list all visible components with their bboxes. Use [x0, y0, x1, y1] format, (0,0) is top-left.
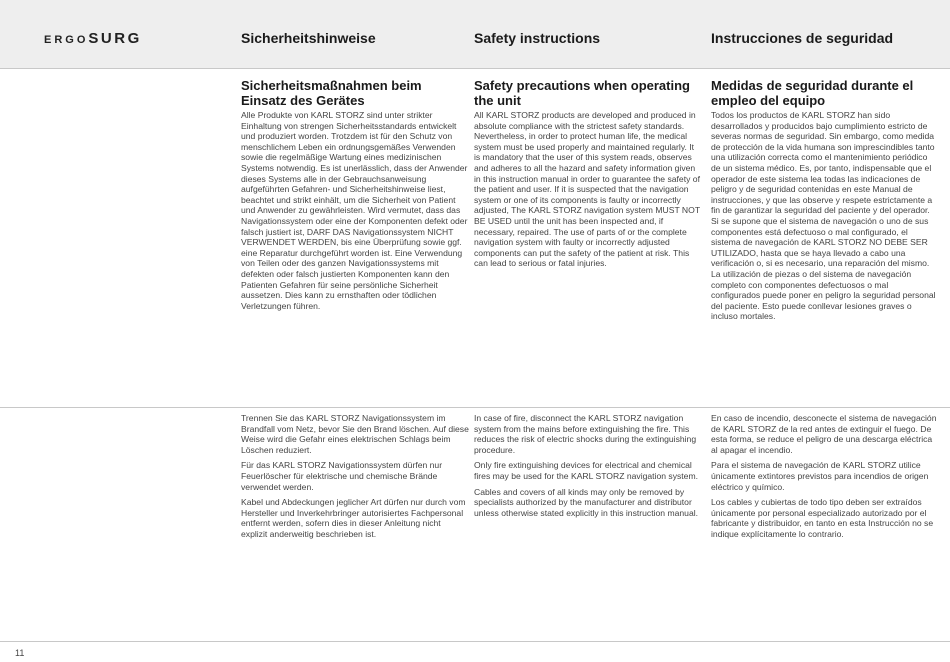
footer-divider	[0, 641, 950, 642]
section1-title-de: Sicherheitsmaßnahmen beim Einsatz des Gerätes	[241, 78, 422, 108]
paragraph: Cables and covers of all kinds may only be removed by specialists authorized by the manufacturer and distributor unless otherwise stated explicitly in this instruction manual.	[474, 486, 699, 518]
page-number: 11	[15, 648, 25, 658]
section1-text-de: Alle Produkte von KARL STORZ sind unter strikter Einhaltung von strengen Sicherheitsstandards entwickelt und produziert worden. Trotzdem ist für den Schutz von menschlichem Leben ein ordnungsgemäßes Verwenden sowie die regelmäßige Wartung eines medizinischen Systems notwendig. Es ist unerlässlich, dass der Anwender dieses Systems alle in der Gebrauchsanweisung aufgeführten Gefahren- und Sicherheitshinweise liest, beachtet und strikt einhält, um die Sicherheit von Patient und Anwender zu gewährleisten. Wird vermutet, dass das Navigationssystem oder eine der Komponenten defekt oder falsch justiert ist, DARF DAS Navigationssystem NICHT VERWENDET WERDEN, bis eine Überprüfung sowie ggf. eine Reparatur durchgeführt worden ist. Eine Verwendung von Teilen oder des ganzen Navigationssystems mit defekten oder falsch justierten Komponenten kann den Patienten Gefahren für seine persönliche Sicherheit aussetzen. Dies kann zu ernsthaften oder tödlichen Verletzungen führen.	[241, 110, 468, 311]
section1-title-en: Safety precautions when operating the unit	[474, 78, 690, 108]
paragraph: En caso de incendio, desconecte el sistema de navegación de KARL STORZ de la red antes de extinguir el fuego. De esta forma, se reduce el peligro de una descarga eléctrica al apagar el incendio.	[711, 413, 937, 455]
section2-spanish	[711, 413, 939, 545]
paragraph: Los cables y cubiertas de todo tipo deben ser extraídos únicamente por personal especializado autorizado por el fabricante y distribuidor, en tanto en esta Instrucción no se indique explícitamente lo contrario.	[711, 497, 934, 539]
paragraph: Trennen Sie das KARL STORZ Navigationssystem im Brandfall vom Netz, bevor Sie den Brand löschen. Auf diese Weise wird die Gefahr eines elektrischen Schlags beim Löschen reduziert.	[241, 413, 469, 455]
page-header	[0, 0, 950, 69]
heading-spanish: Instrucciones de seguridad	[711, 30, 894, 46]
section1-spanish	[711, 78, 939, 322]
heading-german: Sicherheitshinweise	[241, 30, 376, 46]
paragraph: Para el sistema de navegación de KARL STORZ utilice únicamente extintores previstos para incendios de origen eléctrico y químico.	[711, 460, 929, 492]
section2-english	[474, 413, 702, 523]
paragraph: In case of fire, disconnect the KARL STORZ navigation system from the mains before extinguishing the fire. This reduces the risk of electric shocks during the extinguishing procedure.	[474, 413, 697, 455]
paragraph: Kabel und Abdeckungen jeglicher Art dürfen nur durch vom Hersteller und Inverkehrbringer autorisiertes Fachpersonal entfernt werden, sofern dies in dieser Anleitung nicht explizit anderweitig beschrieben ist.	[241, 497, 466, 539]
paragraph: Für das KARL STORZ Navigationssystem dürfen nur Feuerlöscher für elektrische und chemische Brände verwendet werden.	[241, 460, 443, 492]
section-divider	[0, 407, 950, 408]
section1-text-en: All KARL STORZ products are developed and produced in absolute compliance with the strictest safety standards. Nevertheless, in order to protect human life, the medical system must be used properly and maintained regularly. It is mandatory that the user of this system reads, observes and adheres to all the hazard and safety information given in this instruction manual in order to guarantee the safety of the patient and user. If it is suspected that the navigation system or one of its components is faulty or incorrectly adjusted, The KARL STORZ navigation system MUST NOT BE USED until the unit has been inspected and, if necessary, repaired. The use of parts of or the complete navigation system with faulty or incorrectly adjusted components can put the safety of the patient at risk. This can lead to serious or fatal injuries.	[474, 110, 700, 269]
section2-german	[241, 413, 469, 545]
section1-german	[241, 78, 469, 311]
section1-english	[474, 78, 702, 269]
ergosurg-logo: ERGOSURG	[44, 30, 142, 47]
heading-english: Safety instructions	[474, 30, 601, 46]
section1-title-es: Medidas de seguridad durante el empleo del equipo	[711, 78, 914, 108]
paragraph: Only fire extinguishing devices for electrical and chemical fires may be used for the KARL STORZ navigation system.	[474, 460, 699, 481]
section1-text-es: Todos los productos de KARL STORZ han sido desarrollados y producidos bajo cumplimiento estricto de severas normas de seguridad. Sin embargo, como medida de protección de la vida humana son imprescindibles tanto una utilización correcta como el mantenimiento periódico de un sistema médico. Es, por tanto, indispensable que el operador de este sistema lea todas las indicaciones de peligro y de seguridad contenidas en este Manual de instrucciones, y que las observe y respete estrictamente a fin de garantizar la seguridad del paciente y del operador. Si se supone que el sistema de navegación o uno de sus componentes está defectuoso o mal configurado, el sistema de navegación de KARL STORZ NO DEBE SER UTILIZADO, hasta que se haya llevado a cabo una verificación o, si es necesario, una reparación del mismo. La utilización de piezas o del sistema de navegación completo con componentes defectuosos o mal configurados puede poner en peligro la seguridad personal del paciente. Esto puede conllevar lesiones graves o incluso mortales.	[711, 110, 936, 322]
